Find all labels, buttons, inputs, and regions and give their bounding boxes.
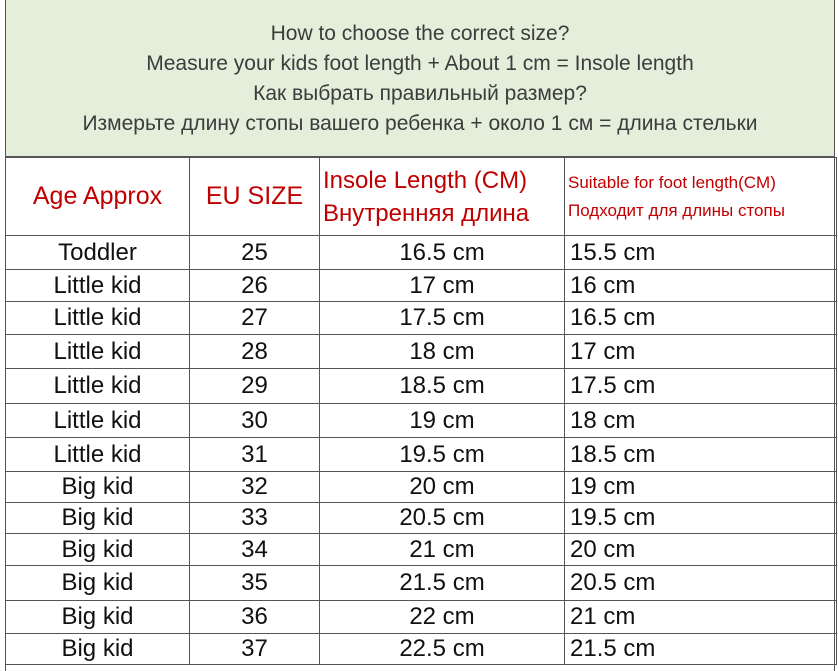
- eu-size-cell: 29: [190, 369, 320, 404]
- insole-length-cell: 20.5 cm: [320, 503, 565, 534]
- eu-size-cell: 37: [190, 634, 320, 665]
- foot-length-cell: 19.5 cm: [565, 503, 837, 534]
- header-insole-en: Insole Length (CM): [323, 166, 528, 194]
- age-cell: Big kid: [6, 634, 190, 665]
- insole-length-cell: 18.5 cm: [320, 369, 565, 404]
- insole-length-cell: 16.5 cm: [320, 236, 565, 270]
- table-row: [6, 503, 837, 534]
- banner-instruction-en: Measure your kids foot length + About 1 cm = Insole length: [146, 52, 694, 75]
- table-row: [6, 236, 837, 270]
- table-row: [6, 601, 837, 634]
- age-cell: Little kid: [6, 302, 190, 335]
- eu-size-cell: 31: [190, 438, 320, 472]
- foot-length-cell: 18.5 cm: [565, 438, 837, 472]
- age-cell: Little kid: [6, 404, 190, 438]
- age-cell: Big kid: [6, 534, 190, 566]
- insole-length-cell: 21.5 cm: [320, 566, 565, 601]
- table-row: [6, 302, 837, 335]
- foot-length-cell: 18 cm: [565, 404, 837, 438]
- foot-length-cell: 21 cm: [565, 601, 837, 634]
- age-cell: Little kid: [6, 270, 190, 302]
- size-guide-banner: [6, 0, 834, 157]
- banner-question-ru: Как выбрать правильный размер?: [253, 82, 587, 105]
- table-row: [6, 634, 837, 665]
- foot-length-cell: 16.5 cm: [565, 302, 837, 335]
- header-foot-ru: Подходит для длины стопы: [568, 200, 785, 220]
- foot-length-cell: 17.5 cm: [565, 369, 837, 404]
- foot-length-cell: 17 cm: [565, 335, 837, 369]
- foot-length-cell: 15.5 cm: [565, 236, 837, 270]
- eu-size-cell: 34: [190, 534, 320, 566]
- banner-question-en: How to choose the correct size?: [270, 22, 570, 45]
- banner-instruction-ru: Измерьте длину стопы вашего ребенка + около 1 см = длина стельки: [82, 112, 758, 135]
- table-row: [6, 369, 837, 404]
- header-row: [6, 158, 837, 236]
- age-cell: Big kid: [6, 472, 190, 503]
- age-cell: Toddler: [6, 236, 190, 270]
- header-foot-length: [565, 158, 837, 236]
- insole-length-cell: 17.5 cm: [320, 302, 565, 335]
- eu-size-cell: 30: [190, 404, 320, 438]
- header-insole-length: [320, 158, 565, 236]
- table-row: [6, 472, 837, 503]
- header-foot-en: Suitable for foot length(CM): [568, 172, 776, 192]
- table-row: [6, 404, 837, 438]
- size-chart: [5, 0, 835, 671]
- age-cell: Little kid: [6, 438, 190, 472]
- insole-length-cell: 22.5 cm: [320, 634, 565, 665]
- age-cell: Big kid: [6, 601, 190, 634]
- insole-length-cell: 17 cm: [320, 270, 565, 302]
- insole-length-cell: 19.5 cm: [320, 438, 565, 472]
- eu-size-cell: 35: [190, 566, 320, 601]
- eu-size-cell: 28: [190, 335, 320, 369]
- header-eu-size: EU SIZE: [190, 158, 320, 236]
- table-row: [6, 270, 837, 302]
- age-cell: Little kid: [6, 335, 190, 369]
- foot-length-cell: 20.5 cm: [565, 566, 837, 601]
- eu-size-cell: 36: [190, 601, 320, 634]
- foot-length-cell: 20 cm: [565, 534, 837, 566]
- foot-length-cell: 19 cm: [565, 472, 837, 503]
- insole-length-cell: 19 cm: [320, 404, 565, 438]
- insole-length-cell: 20 cm: [320, 472, 565, 503]
- header-insole-ru: Внутренняя длина: [323, 199, 530, 227]
- table-row: [6, 534, 837, 566]
- eu-size-cell: 27: [190, 302, 320, 335]
- header-age: Age Approx: [6, 158, 190, 236]
- age-cell: Big kid: [6, 503, 190, 534]
- eu-size-cell: 25: [190, 236, 320, 270]
- age-cell: Big kid: [6, 566, 190, 601]
- insole-length-cell: 22 cm: [320, 601, 565, 634]
- eu-size-cell: 33: [190, 503, 320, 534]
- eu-size-cell: 32: [190, 472, 320, 503]
- insole-length-cell: 18 cm: [320, 335, 565, 369]
- table-row: [6, 335, 837, 369]
- insole-length-cell: 21 cm: [320, 534, 565, 566]
- foot-length-cell: 21.5 cm: [565, 634, 837, 665]
- size-table: [5, 157, 837, 665]
- table-row: [6, 566, 837, 601]
- foot-length-cell: 16 cm: [565, 270, 837, 302]
- table-row: [6, 438, 837, 472]
- eu-size-cell: 26: [190, 270, 320, 302]
- age-cell: Little kid: [6, 369, 190, 404]
